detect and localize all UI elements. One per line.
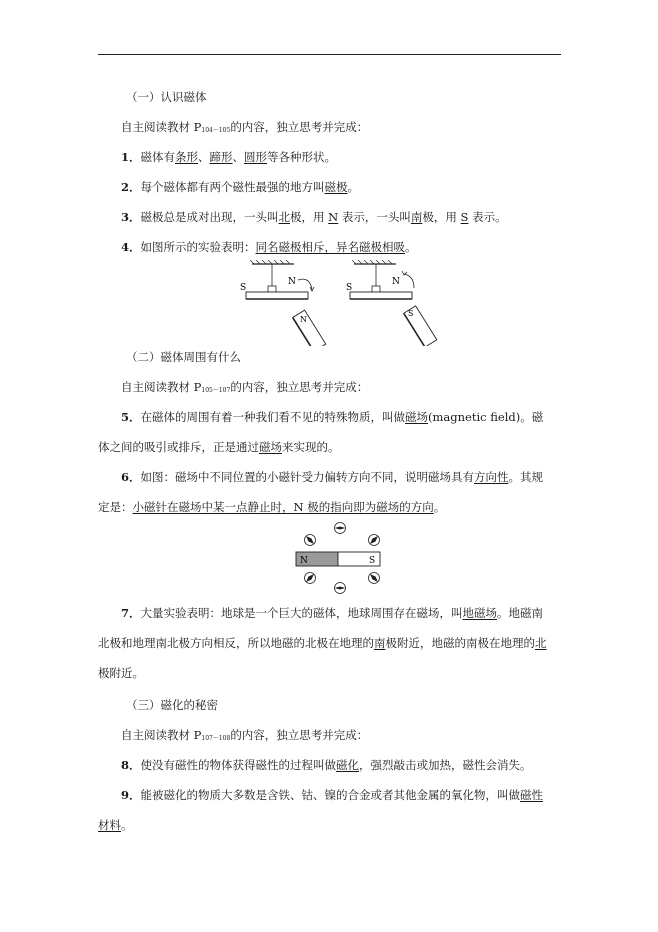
question-7-line-2: 北极和地理南北极方向相反，所以地磁的北极在地理的南极附近，地磁的南极在地理的北	[98, 636, 547, 650]
compass-upper-left	[305, 535, 316, 546]
left-magnet-n-label: N	[288, 277, 296, 287]
question-9: 9．能被磁化的物质大多数是含铁、钴、镍的合金或者其他金属的氧化物，叫做磁性	[121, 788, 544, 802]
compass-lower-left	[305, 573, 316, 584]
right-magnet-s-label: S	[346, 283, 353, 293]
magnet-s-label: S	[369, 556, 376, 566]
section-1-heading: （一）认识磁体	[126, 90, 207, 104]
left-handheld-pole-label: N	[300, 315, 307, 324]
question-5-line-2: 体之间的吸引或排斥，正是通过磁场来实现的。	[98, 440, 340, 454]
left-magnet-s-label: S	[240, 283, 247, 293]
left-experiment	[240, 260, 326, 346]
question-6-line-2: 定是：小磁针在磁场中某一点静止时，N 极的指向即为磁场的方向。	[98, 500, 446, 514]
section-2-heading: （二）磁体周围有什么	[126, 350, 241, 364]
question-7: 7．大量实验表明：地球是一个巨大的磁体，地球周围存在磁场，叫地磁场。地磁南	[121, 606, 544, 620]
compass-top	[335, 523, 346, 534]
compass-lower-right	[369, 573, 380, 584]
question-4: 4．如图所示的实验表明：同名磁极相斥，异名磁极相吸。	[121, 240, 417, 254]
magnet-repulsion-figure	[232, 260, 442, 346]
compass-upper-right	[369, 535, 380, 546]
right-handheld-pole-label: S	[408, 309, 414, 318]
section-1-intro: 自主阅读教材 P104～105的内容，独立思考并完成：	[121, 120, 369, 134]
bar-magnet-compass-figure	[290, 520, 392, 596]
question-1: 1．磁体有条形、蹄形、圆形等各种形状。	[121, 150, 337, 164]
question-3: 3．磁极总是成对出现，一头叫北极，用 N 表示，一头叫南极，用 S 表示。	[121, 210, 507, 224]
question-5: 5．在磁体的周围有着一种我们看不见的特殊物质，叫做磁场(magnetic field)。磁	[121, 410, 544, 424]
header-rule	[98, 54, 561, 55]
question-7-line-3: 极附近。	[98, 666, 144, 680]
magnet-n-label: N	[300, 556, 308, 566]
right-magnet-n-label: N	[392, 277, 400, 287]
section-3-intro: 自主阅读教材 P107～108的内容，独立思考并完成：	[121, 728, 369, 742]
question-2: 2．每个磁体都有两个磁性最强的地方叫磁极。	[121, 180, 360, 194]
section-3-heading: （三）磁化的秘密	[126, 698, 218, 712]
question-6: 6．如图：磁场中不同位置的小磁针受力偏转方向不同，说明磁场具有方向性。其规	[121, 470, 544, 484]
section-2-intro: 自主阅读教材 P105～107的内容，独立思考并完成：	[121, 380, 369, 394]
right-experiment	[346, 260, 437, 346]
question-8: 8．使没有磁性的物体获得磁性的过程叫做磁化，强烈敲击或加热，磁性会消失。	[121, 758, 532, 772]
question-9-line-2: 材料。	[98, 818, 133, 832]
compass-bottom	[335, 583, 346, 594]
